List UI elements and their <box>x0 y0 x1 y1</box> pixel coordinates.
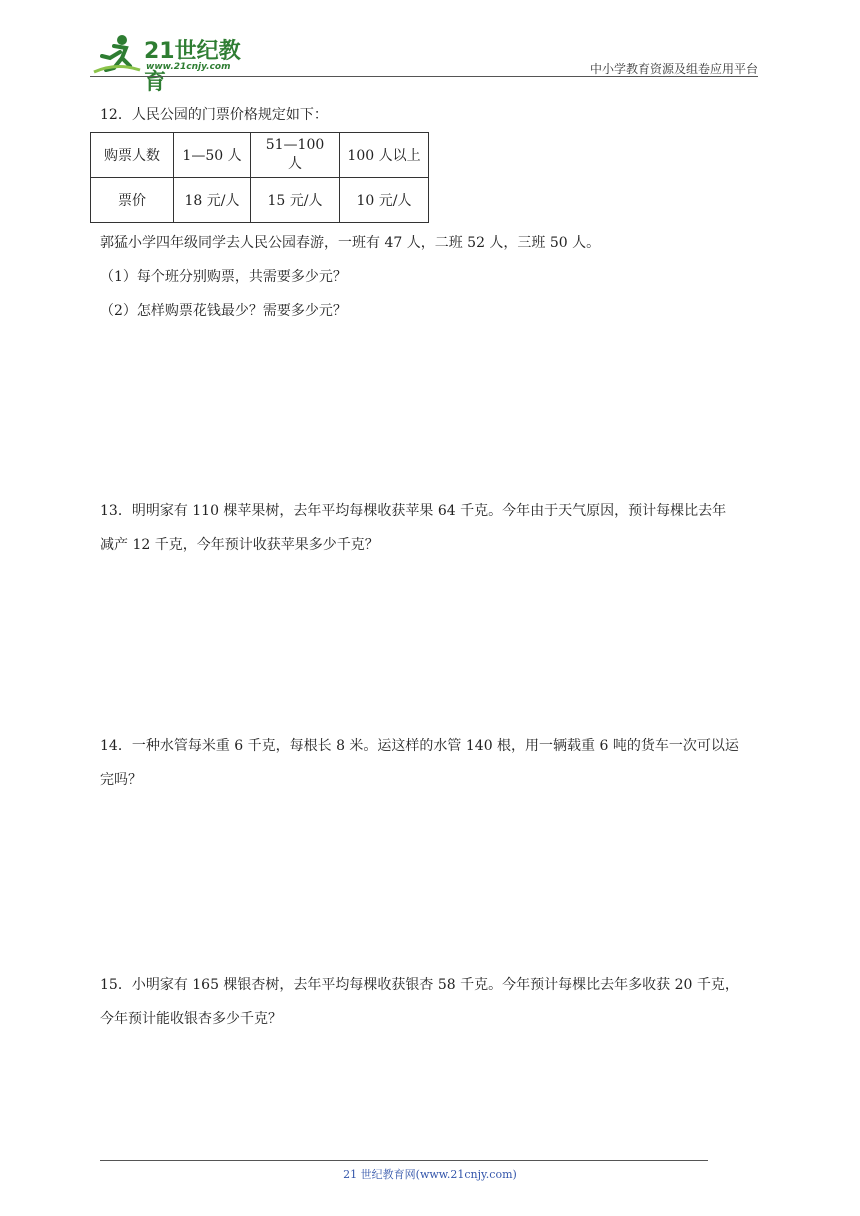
table-cell: 1—50 人 <box>174 133 251 178</box>
table-cell: 票价 <box>91 178 174 223</box>
ticket-price-table <box>90 132 429 223</box>
q15-line-2: 今年预计能收银杏多少千克？ <box>100 1011 282 1027</box>
q14-line-2: 完吗？ <box>100 772 142 788</box>
question-15 <box>100 968 764 1036</box>
q13-line-1: 13．明明家有 110 棵苹果树，去年平均每棵收获苹果 64 千克。今年由于天气原因，预计每棵比去年 <box>100 503 727 519</box>
question-14 <box>100 729 764 797</box>
question-13 <box>100 494 764 562</box>
q12-stem-text: 12．人民公园的门票价格规定如下： <box>100 107 328 123</box>
q12-context: 郭猛小学四年级同学去人民公园春游，一班有 47 人，二班 52 人，三班 50 人。 <box>100 235 601 251</box>
site-logo[interactable] <box>92 32 262 95</box>
logo-url: www.21cnjy.com <box>146 62 231 72</box>
table-row <box>91 133 429 178</box>
platform-title: 中小学教育资源及组卷应用平台 <box>589 62 758 76</box>
table-cell: 51—100 人 <box>251 133 340 178</box>
q12-part-2: （2）怎样购票花钱最少？需要多少元？ <box>100 303 347 319</box>
q12-part-1: （1）每个班分别购票，共需要多少元？ <box>100 269 347 285</box>
question-12-body <box>100 226 764 328</box>
table-cell: 10 元/人 <box>340 178 429 223</box>
header-divider <box>90 76 758 77</box>
question-12-stem <box>100 98 764 132</box>
table-row <box>91 178 429 223</box>
footer-link[interactable]: 21 世纪教育网(www.21cnjy.com) <box>343 1168 517 1181</box>
q15-line-1: 15．小明家有 165 棵银杏树，去年平均每棵收获银杏 58 千克。今年预计每棵比去年多收获 20 千克， <box>100 977 739 993</box>
table-cell: 15 元/人 <box>251 178 340 223</box>
page-header <box>90 28 758 95</box>
table-cell: 100 人以上 <box>340 133 429 178</box>
footer-divider <box>100 1160 708 1161</box>
q13-line-2: 减产 12 千克，今年预计收获苹果多少千克？ <box>100 537 379 553</box>
q14-line-1: 14．一种水管每米重 6 千克，每根长 8 米。运这样的水管 140 根，用一辆载重 6 吨的货车一次可以运 <box>100 738 739 754</box>
logo-text: 21世纪教育 <box>144 39 241 95</box>
table-cell: 18 元/人 <box>174 178 251 223</box>
table-cell: 购票人数 <box>91 133 174 178</box>
runner-logo-icon <box>92 32 142 76</box>
